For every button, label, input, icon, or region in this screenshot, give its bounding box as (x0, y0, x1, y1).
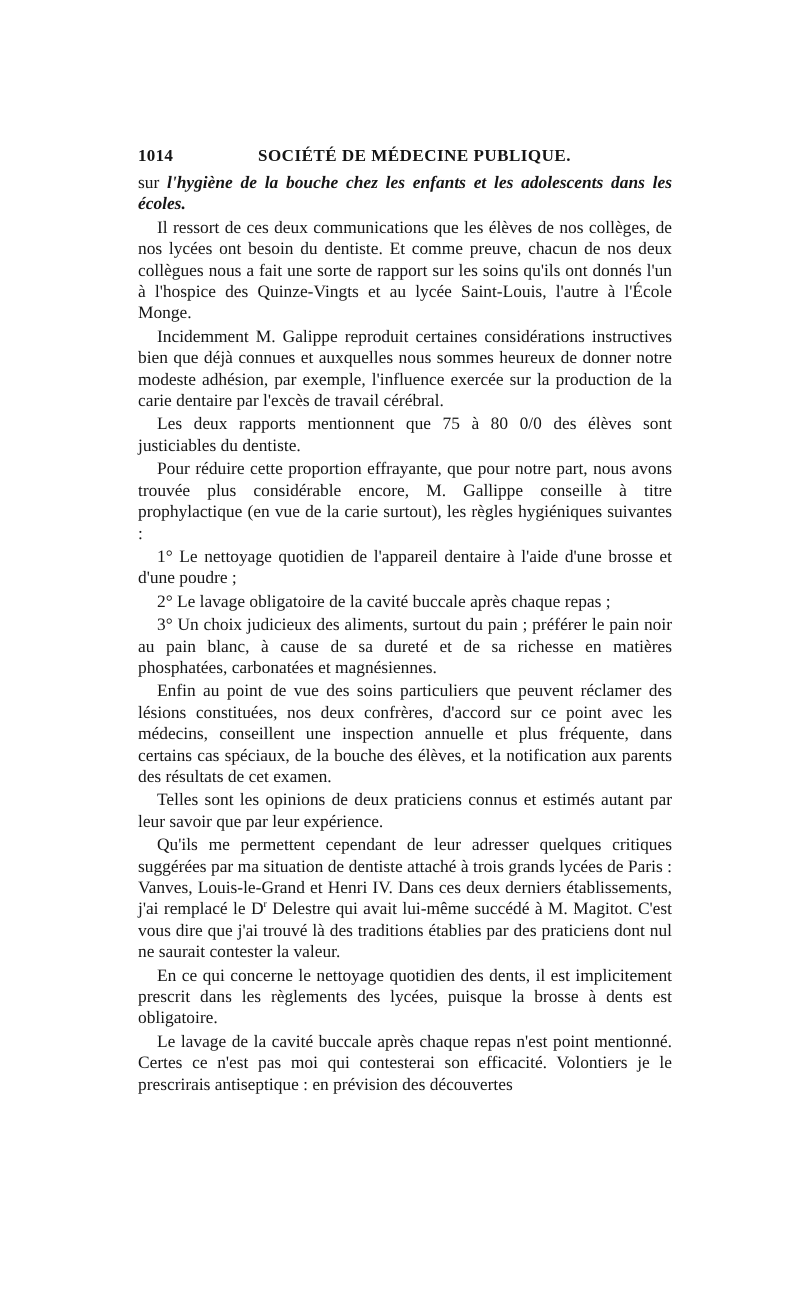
paragraph-7: 2° Le lavage obligatoire de la cavité buccale après chaque repas ; (157, 590, 611, 611)
paragraph-1 (138, 172, 672, 215)
paragraph-12: En ce qui concerne le nettoyage quotidien des dents, il est implicitement prescrit dans les règlements des lycées, puisque la brosse à dents est obligatoire. (138, 964, 672, 1028)
page-number: 1014 (138, 146, 174, 165)
paragraph-8: 3° Un choix judicieux des aliments, surtout du pain ; préférer le pain noir au pain blanc, à cause de sa dureté et de sa richesse en matières phosphatées, carbonatées et magnésiennes. (138, 614, 672, 677)
paragraph-11-lead: Qu'ils me permettent cependant de leur adresser quelques critiques suggérées par ma situation de dentiste attaché à trois grands lycées de Paris : Vanves, Louis-le-Grand et Henri IV. Dans ces deux derniers établissements, j'ai remplacé le D (138, 834, 672, 919)
book-page (138, 138, 672, 1097)
paragraph-9: Enfin au point de vue des soins particuliers que peuvent réclamer des lésions constituées, nos deux confrères, d'accord sur ce point avec les médecins, conseillent une inspection annuelle et plus fréquente, dans certains cas spéciaux, de la bouche des élèves, et la notification aux parents des résultats de cet examen. (138, 680, 672, 786)
paragraph-1-lead: sur (138, 172, 168, 192)
paragraph-3: Incidemment M. Galippe reproduit certaines considérations instructives bien que déjà connues et auxquelles nous sommes heureux de donner notre modeste adhésion, par exemple, l'influence exercée sur la production de la carie dentaire par l'excès de travail cérébral. (138, 325, 672, 411)
paragraph-11 (138, 834, 672, 962)
paragraph-5: Pour réduire cette proportion effrayante, que pour notre part, nous avons trouvée plus considérable encore, M. Gallippe conseille à titre prophylactique (en vue de la carie surtout), les règles hygiéniques suivantes : (138, 458, 672, 543)
paragraph-6: 1° Le nettoyage quotidien de l'appareil dentaire à l'aide d'une brosse et d'une poudre ; (138, 545, 672, 588)
paragraph-2: Il ressort de ces deux communications que les élèves de nos collèges, de nos lycées ont besoin du dentiste. Et comme preuve, chacun de nos deux collègues nous a fait une sorte de rapport sur les soins qu'ils ont donnés l'un à l'hospice des Quinze-Vingts et au lycée Saint-Louis, l'autre à l'École Monge. (138, 216, 672, 323)
paragraph-10: Telles sont les opinions de deux praticiens connus et estimés autant par leur savoir que par leur expérience. (138, 789, 672, 831)
paragraph-13: Le lavage de la cavité buccale après chaque repas n'est point mentionné. Certes ce n'est pas moi qui contesterai son efficacité. Volontiers je le prescrirais antiseptique : en prévision des découvertes (138, 1030, 672, 1094)
body-text (138, 172, 672, 1095)
running-head: SOCIÉTÉ DE MÉDECINE PUBLIQUE. (258, 146, 572, 165)
paragraph-11-tail: Delestre qui avait lui-même succédé à M. Magitot. C'est vous dire que j'ai trouvé là des traditions établies par des praticiens dont nul ne saurait contester la valeur. (138, 898, 672, 962)
page-header (138, 138, 672, 172)
superscript: r (263, 899, 267, 911)
italic-title: l'hygiène de la bouche chez les enfants et les adolescents dans les écoles. (138, 172, 672, 214)
paragraph-4: Les deux rapports mentionnent que 75 à 80 0/0 des élèves sont justiciables du dentiste. (138, 413, 672, 455)
